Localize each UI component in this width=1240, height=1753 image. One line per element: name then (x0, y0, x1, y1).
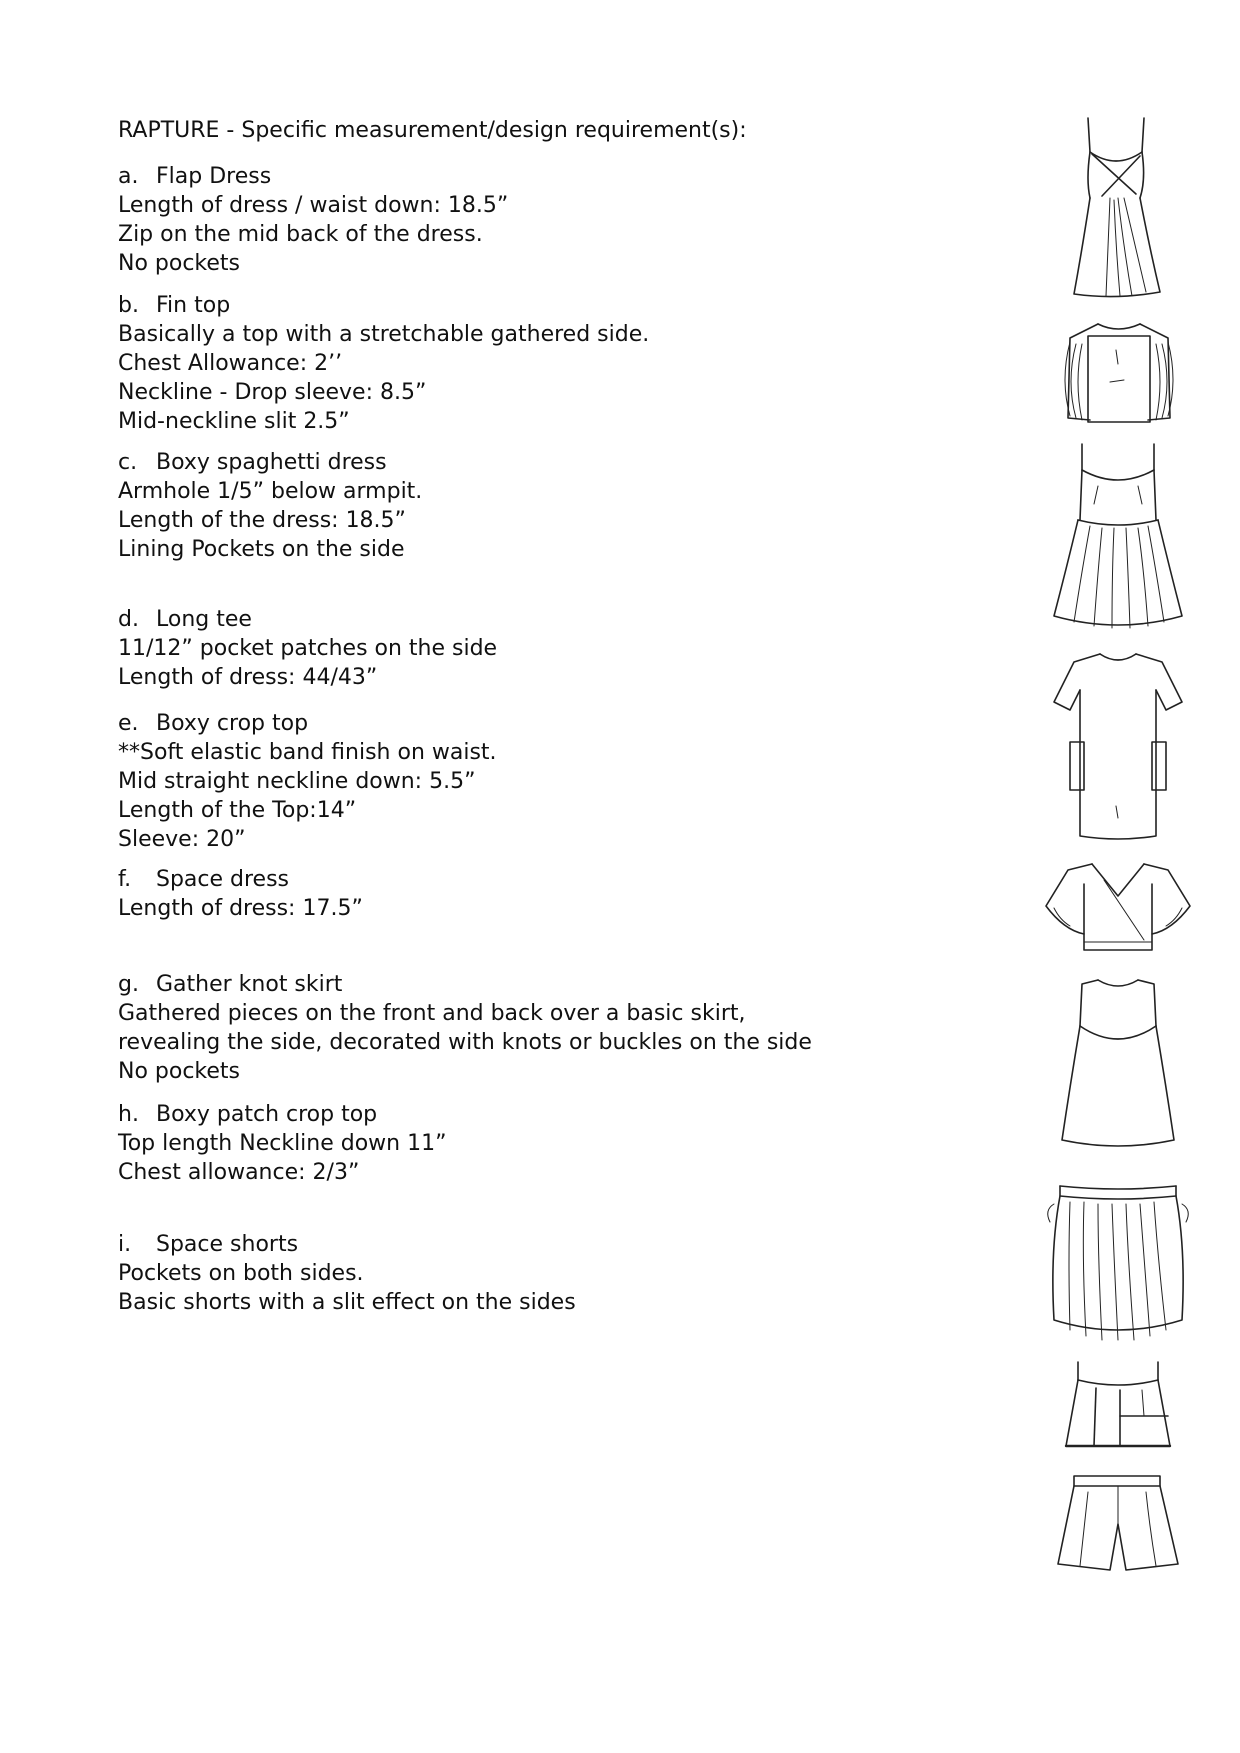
item-space-shorts (118, 1230, 1018, 1317)
item-line: 11/12” pocket patches on the side (118, 636, 498, 661)
item-name: Gather knot skirt (156, 972, 343, 997)
item-letter: h. (118, 1102, 139, 1127)
item-boxy-spaghetti-dress (118, 448, 1018, 564)
item-letter: c. (118, 450, 138, 475)
item-line: Length of dress: 44/43” (118, 665, 378, 690)
item-line: Basic shorts with a slit effect on the sides (118, 1290, 576, 1315)
item-name: Fin top (156, 293, 231, 318)
item-long-tee (118, 605, 1018, 692)
item-line: Mid straight neckline down: 5.5” (118, 769, 476, 794)
item-flap-dress (118, 162, 1018, 278)
item-line: Zip on the mid back of the dress. (118, 222, 483, 247)
item-letter: a. (118, 164, 139, 189)
boxy-patch-crop-top-sketch-icon (1040, 1356, 1200, 1456)
fin-top-sketch-icon (1040, 320, 1200, 430)
item-name: Boxy crop top (156, 711, 309, 736)
item-line: No pockets (118, 251, 241, 276)
item-name: Boxy patch crop top (156, 1102, 378, 1127)
item-line: Basically a top with a stretchable gathered side. (118, 322, 650, 347)
space-dress-sketch-icon (1040, 976, 1200, 1156)
space-shorts-sketch-icon (1040, 1470, 1200, 1580)
item-letter: g. (118, 972, 139, 997)
item-line: Length of dress / waist down: 18.5” (118, 193, 509, 218)
item-letter: d. (118, 607, 139, 632)
item-gather-knot-skirt (118, 970, 1018, 1086)
item-line: Mid-neckline slit 2.5” (118, 409, 350, 434)
item-line: Pockets on both sides. (118, 1261, 364, 1286)
item-line: Armhole 1/5” below armpit. (118, 479, 423, 504)
item-fin-top (118, 291, 1018, 436)
item-boxy-crop-top (118, 709, 1018, 854)
item-line: Length of the dress: 18.5” (118, 508, 406, 533)
item-line: Lining Pockets on the side (118, 537, 405, 562)
item-space-dress (118, 865, 1018, 923)
document-body (118, 116, 1018, 1315)
item-name: Boxy spaghetti dress (156, 450, 387, 475)
item-line: Sleeve: 20” (118, 827, 246, 852)
item-line: revealing the side, decorated with knots or buckles on the side (118, 1030, 812, 1055)
gather-knot-skirt-sketch-icon (1040, 1180, 1200, 1350)
item-letter: b. (118, 293, 139, 318)
item-line: **Soft elastic band finish on waist. (118, 740, 497, 765)
garment-sketch-column (1040, 110, 1200, 1610)
item-name: Space shorts (156, 1232, 299, 1257)
item-line: Length of the Top:14” (118, 798, 357, 823)
item-line: Chest allowance: 2/3” (118, 1160, 360, 1185)
boxy-spaghetti-dress-sketch-icon (1040, 440, 1200, 630)
item-line: Chest Allowance: 2’’ (118, 351, 343, 376)
boxy-crop-top-sketch-icon (1040, 854, 1200, 964)
item-name: Space dress (156, 867, 290, 892)
item-letter: i. (118, 1232, 132, 1257)
item-name: Flap Dress (156, 164, 272, 189)
item-boxy-patch-crop-top (118, 1100, 1018, 1187)
flap-dress-sketch-icon (1040, 110, 1200, 300)
item-letter: f. (118, 867, 132, 892)
item-letter: e. (118, 711, 139, 736)
item-line: Top length Neckline down 11” (118, 1131, 447, 1156)
item-line: No pockets (118, 1059, 241, 1084)
long-tee-sketch-icon (1040, 646, 1200, 846)
document-title: RAPTURE - Specific measurement/design requirement(s): (118, 118, 747, 143)
item-line: Neckline - Drop sleeve: 8.5” (118, 380, 427, 405)
item-line: Gathered pieces on the front and back over a basic skirt, (118, 1001, 746, 1026)
item-line: Length of dress: 17.5” (118, 896, 363, 921)
item-name: Long tee (156, 607, 252, 632)
